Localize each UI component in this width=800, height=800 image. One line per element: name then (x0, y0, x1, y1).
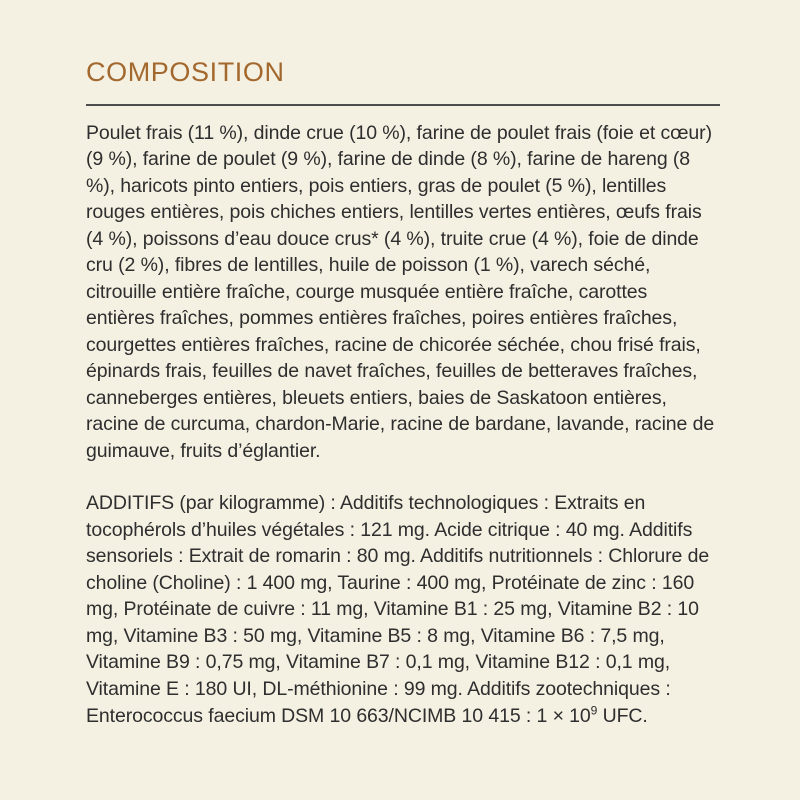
additives-exponent: 9 (590, 703, 598, 718)
additives-text-tail: UFC. (597, 704, 648, 727)
composition-ingredients-text: Poulet frais (11 %), dinde crue (10 %), farine de poulet frais (foie et cœur) (9 %), farine de poulet (9 %), farine de dinde (8 %), farine de hareng (8 %), haricots pinto entiers, pois entiers, gras de poulet (5 %), lentilles rouges entières, pois chiches entiers, lentilles vertes entières, œufs frais (4 %), poissons d’eau douce crus* (4 %), truite crue (4 %), foie de dinde cru (2 %), fibres de lentilles, huile de poisson (1 %), varech séché, citrouille entière fraîche, courge musquée entière fraîche, carottes entières fraîches, pommes entières fraîches, poires entières fraîches, courgettes entières fraîches, racine de chicorée séchée, chou frisé frais, épinards frais, feuilles de navet fraîches, feuilles de betteraves fraîches, canneberges entières, bleuets entiers, baies de Saskatoon entières, racine de curcuma, chardon-Marie, racine de bardane, lavande, racine de guimauve, fruits d’églantier. (86, 121, 715, 462)
additives-text (86, 490, 720, 729)
additives-text-main: ADDITIFS (par kilogramme) : Additifs technologiques : Extraits en tocophérols d’huiles végétales : 121 mg. Acide citrique : 40 mg. Additifs sensoriels : Extrait de romarin : 80 mg. Additifs nutritionnels : Chlorure de choline (Choline) : 1 400 mg, Taurine : 400 mg, Protéinate de zinc : 160 mg, Protéinate de cuivre : 11 mg, Vitamine B1 : 25 mg, Vitamine B2 : 10 mg, Vitamine B3 : 50 mg, Vitamine B5 : 8 mg, Vitamine B6 : 7,5 mg, Vitamine B9 : 0,75 mg, Vitamine B7 : 0,1 mg, Vitamine B12 : 0,1 mg, Vitamine E : 180 UI, DL-méthionine : 99 mg. Additifs zootechniques : Enterococcus faecium DSM 10 663/NCIMB 10 415 : 1 × 10 (86, 492, 710, 727)
page-title: COMPOSITION (86, 57, 285, 87)
title-divider (86, 104, 720, 106)
